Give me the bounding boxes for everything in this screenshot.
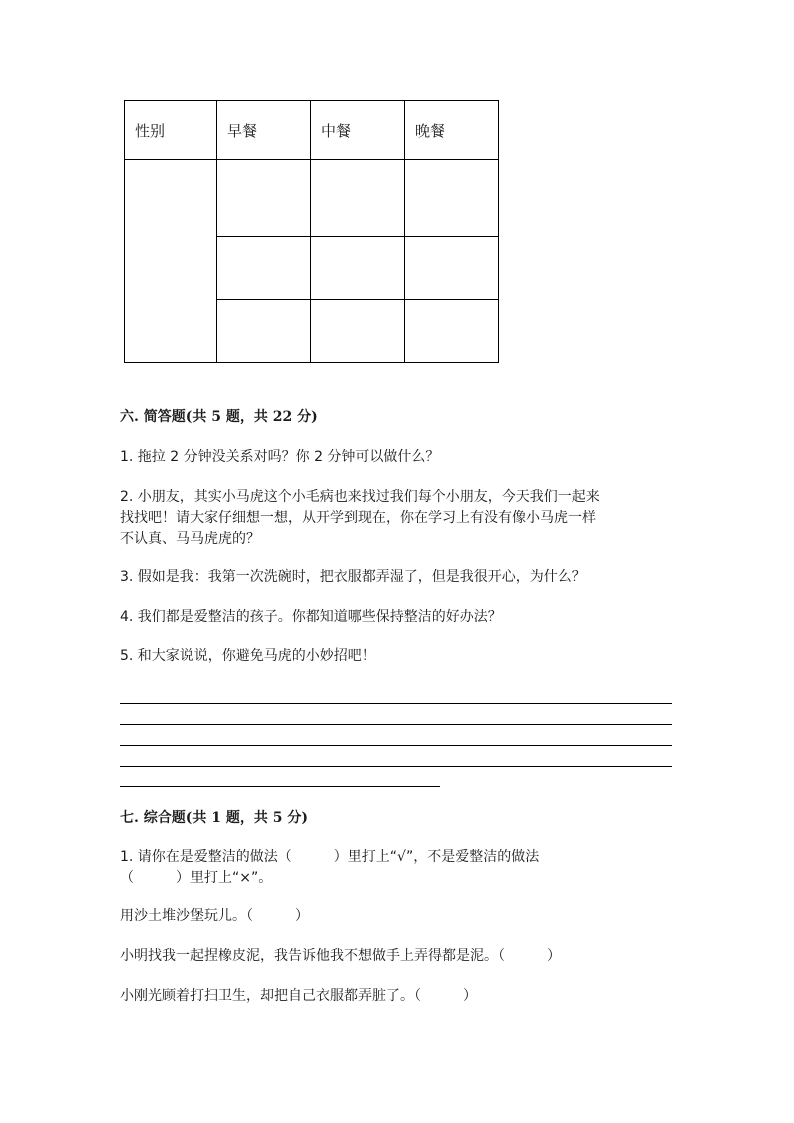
header-breakfast: 早餐: [217, 101, 311, 160]
question-2-line-2: 找找吧！请大家仔细想一想，从开学到现在，你在学习上有没有像小马虎一样: [120, 510, 596, 526]
table-cell: [405, 300, 499, 363]
question-1: 1. 拖拉 2 分钟没关系对吗？你 2 分钟可以做什么？: [120, 449, 440, 465]
table-cell: [311, 300, 405, 363]
question-2-line-3: 不认真、马马虎虎的？: [120, 531, 260, 547]
meal-table: [124, 100, 499, 363]
answer-line[interactable]: [120, 745, 672, 746]
answer-line[interactable]: [120, 703, 672, 704]
table-cell: [311, 237, 405, 300]
judgement-item-2: 小明找我一起捏橡皮泥，我告诉他我不想做手上弄得都是泥。（ ）: [120, 948, 561, 964]
table-header-row: [125, 101, 499, 160]
question-4: 4. 我们都是爱整洁的孩子。你都知道哪些保持整洁的好办法？: [120, 609, 502, 625]
table-cell: [217, 160, 311, 237]
answer-line[interactable]: [120, 724, 672, 725]
table-cell: [311, 160, 405, 237]
table-cell: [405, 160, 499, 237]
table-cell: [217, 237, 311, 300]
question-3: 3. 假如是我：我第一次洗碗时，把衣服都弄湿了，但是我很开心，为什么？: [120, 569, 586, 585]
section-7-heading: 七. 综合题(共 1 题，共 5 分): [120, 810, 308, 826]
comprehensive-question-line-1: 1. 请你在是爱整洁的做法（ ）里打上“√”，不是爱整洁的做法: [120, 849, 540, 865]
judgement-item-3: 小刚光顾着打扫卫生，却把自己衣服都弄脏了。（ ）: [120, 988, 477, 1004]
gender-cell: [125, 160, 217, 363]
header-dinner: 晚餐: [405, 101, 499, 160]
answer-line[interactable]: [120, 786, 440, 787]
question-5: 5. 和大家说说，你避免马虎的小妙招吧！: [120, 648, 376, 664]
header-gender: 性别: [125, 101, 217, 160]
table-row: [125, 160, 499, 237]
judgement-item-1: 用沙土堆沙堡玩儿。（ ）: [120, 908, 309, 924]
table-cell: [217, 300, 311, 363]
header-lunch: 中餐: [311, 101, 405, 160]
comprehensive-question-line-2: （ ）里打上“×”。: [120, 870, 273, 886]
section-6-heading: 六. 简答题(共 5 题，共 22 分): [120, 409, 318, 425]
table-cell: [405, 237, 499, 300]
question-2-line-1: 2. 小朋友，其实小马虎这个小毛病也来找过我们每个小朋友，今天我们一起来: [120, 489, 600, 505]
answer-line[interactable]: [120, 766, 672, 767]
